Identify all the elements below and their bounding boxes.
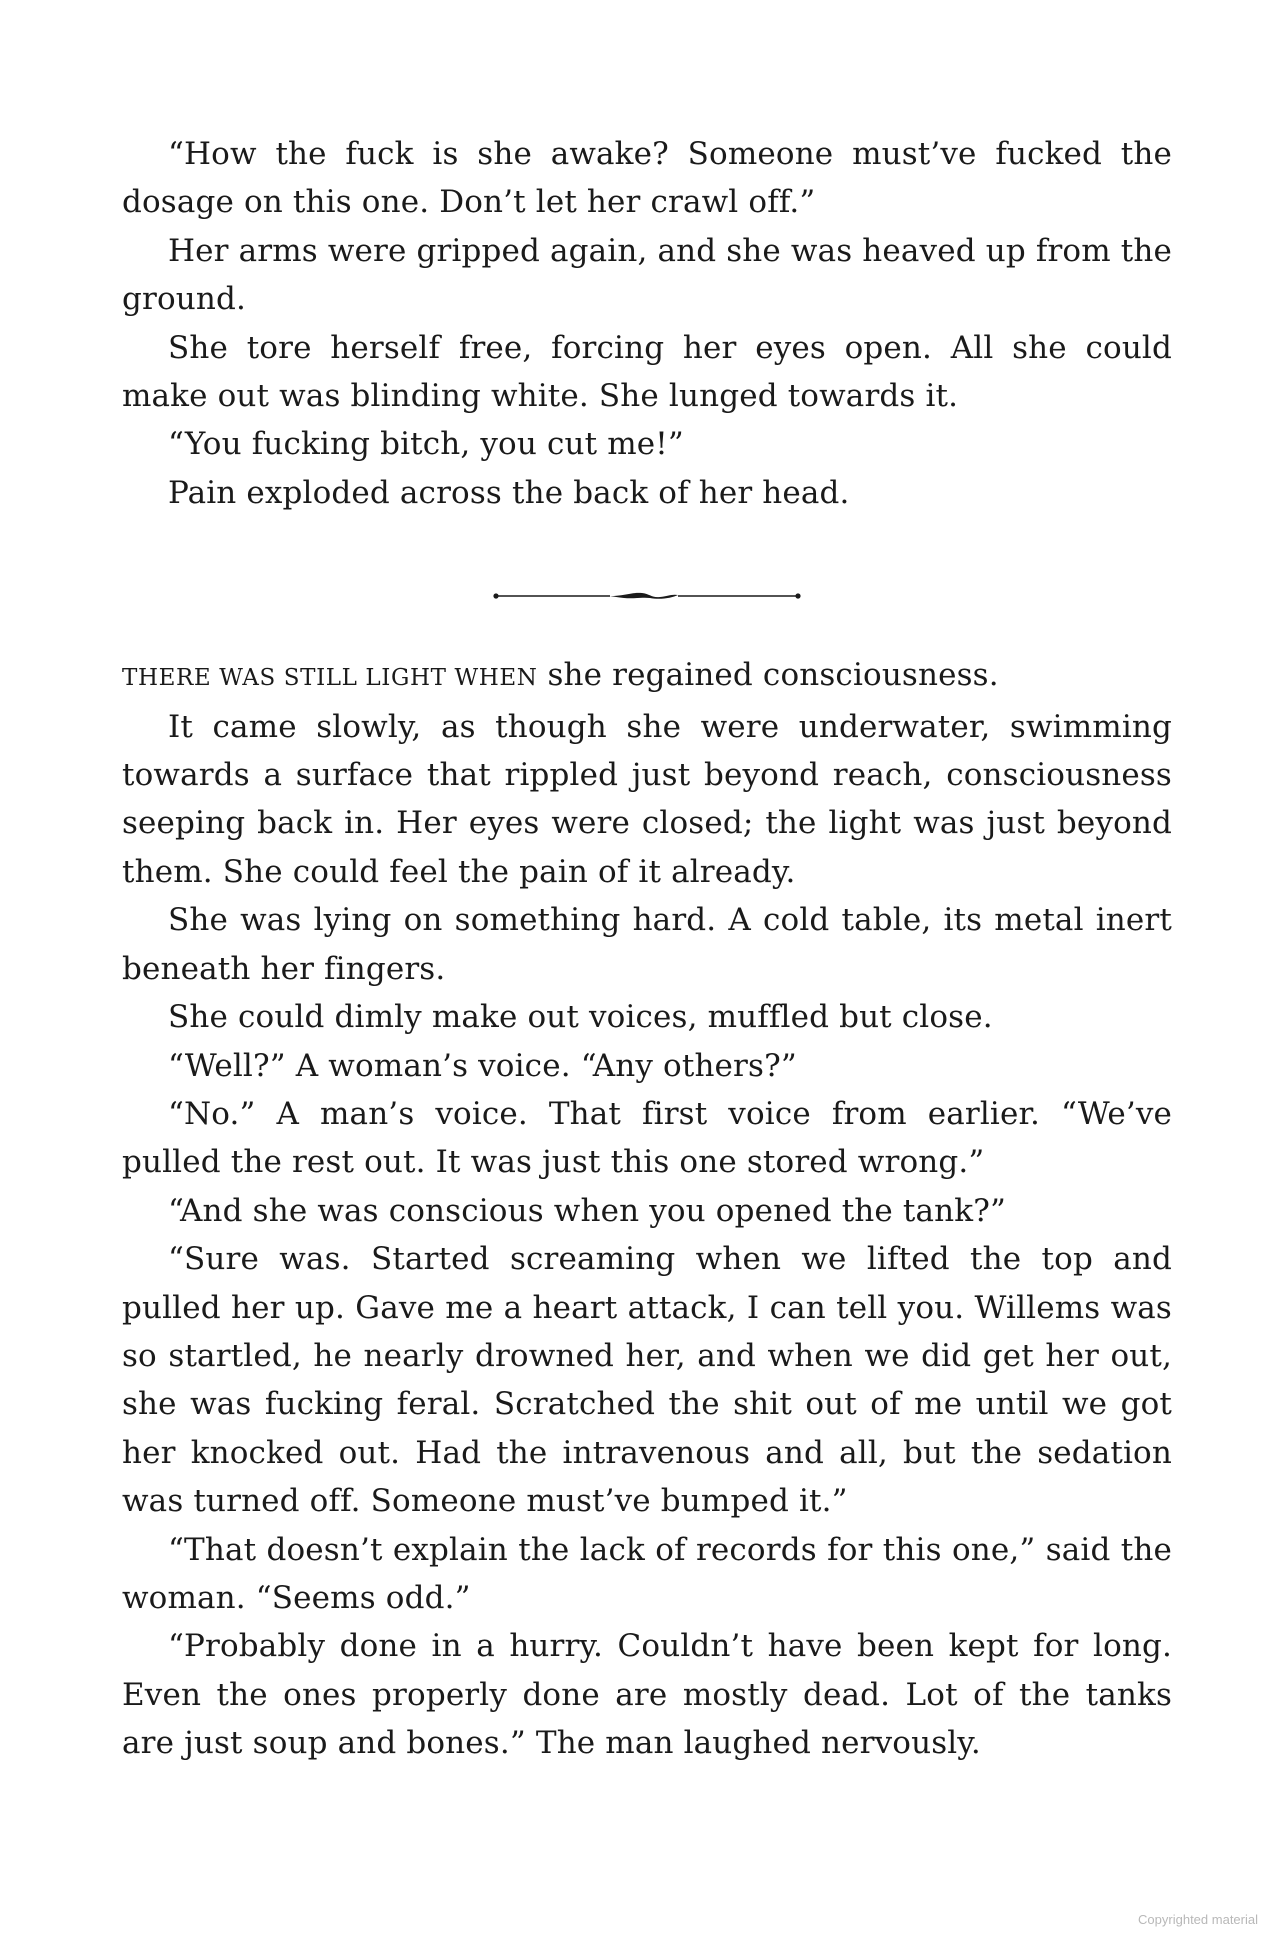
small-caps-lead: THERE WAS STILL LIGHT WHEN [122, 665, 538, 692]
paragraph: “No.” A man’s voice. That first voice from earlier. “We’ve pulled the rest out. It was just this one stored wrong.” [122, 1095, 1172, 1181]
paragraph: “How the fuck is she awake? Someone must’ve fucked the dosage on this one. Don’t let her crawl off.” [122, 136, 1172, 221]
section-break-flourish-icon [492, 589, 802, 603]
paragraph: She was lying on something hard. A cold table, its metal inert beneath her fingers. [122, 902, 1172, 987]
paragraph: Pain exploded across the back of her head. [168, 474, 850, 511]
book-page [122, 130, 1172, 1768]
paragraph: “You fucking bitch, you cut me!” [168, 426, 684, 463]
paragraph: She could dimly make out voices, muffled but close. [168, 999, 993, 1036]
paragraph: “That doesn’t explain the lack of records for this one,” said the woman. “Seems odd.” [122, 1531, 1172, 1616]
paragraph: She tore herself free, forcing her eyes open. All she could make out was blinding white. She lunged towards it. [122, 329, 1172, 415]
paragraph: It came slowly, as though she were underwater, swimming towards a surface that rippled just beyond reach, consciousness seeping back in. Her eyes were closed; the light was just beyond them. She could feel the pain of it already. [122, 708, 1172, 890]
paragraph: “Sure was. Started screaming when we lifted the top and pulled her up. Gave me a heart attack, I can tell you. Willems was so startled, he nearly drowned her, and when we did get her out, she was fucking feral. Scratched the shit out of me until we got her knocked out. Had the intravenous and all, but the sedation was turned off. Someone must’ve bumped it.” [122, 1241, 1172, 1520]
section-break [122, 589, 1172, 603]
section-lead-paragraph [122, 651, 1172, 702]
lead-rest: she regained consciousness. [537, 657, 999, 694]
paragraph: “Well?” A woman’s voice. “Any others?” [168, 1047, 797, 1084]
paragraph: Her arms were gripped again, and she was heaved up from the ground. [122, 232, 1172, 318]
copyright-watermark: Copyrighted material [1138, 1912, 1258, 1927]
paragraph: “And she was conscious when you opened the tank?” [168, 1192, 1006, 1229]
paragraph: “Probably done in a hurry. Couldn’t have been kept for long. Even the ones properly done are mostly dead. Lot of the tanks are just soup and bones.” The man laughed nervously. [122, 1628, 1172, 1762]
